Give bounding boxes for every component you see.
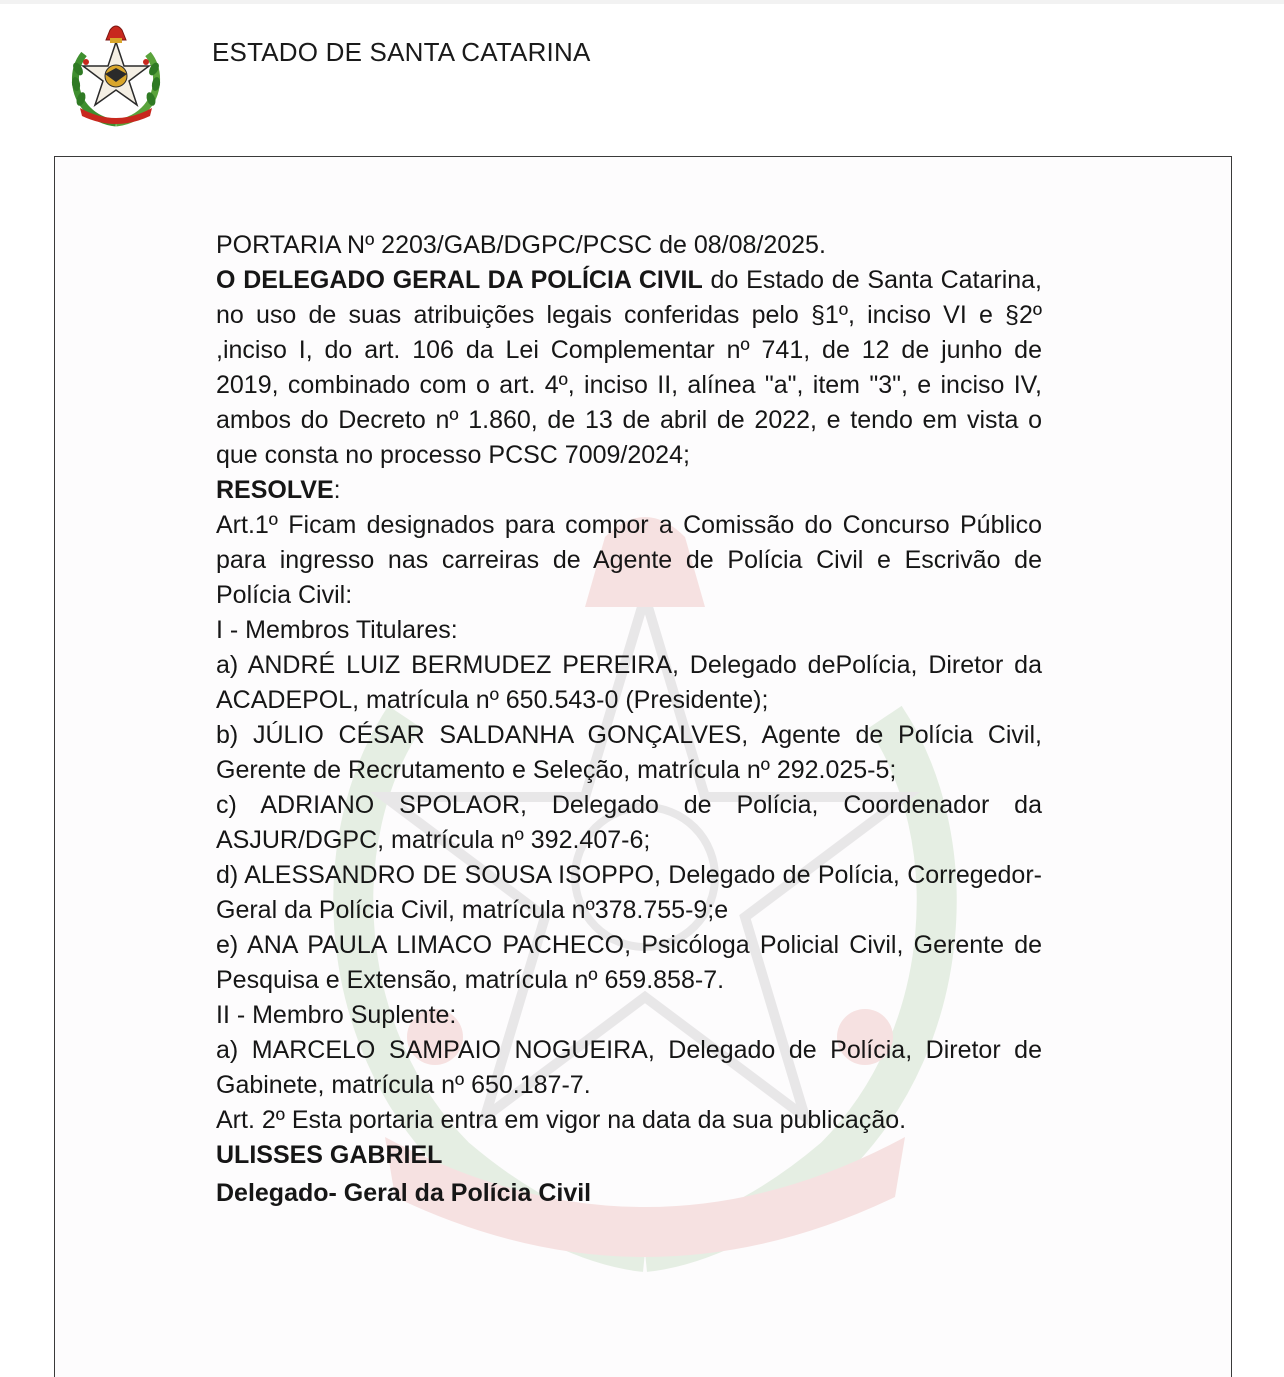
article-2: Art. 2º Esta portaria entra em vigor na data da sua publicação. bbox=[216, 1106, 907, 1134]
titular-member-d: d) ALESSANDRO DE SOUSA ISOPPO, Delegado de Polícia, Corregedor-Geral da Polícia Civil, matrícula nº378.755-9;e bbox=[216, 861, 1042, 924]
suplente-member-a: a) MARCELO SAMPAIO NOGUEIRA, Delegado de Polícia, Diretor de Gabinete, matrícula nº 650.187-7. bbox=[216, 1036, 1042, 1099]
article-1: Art.1º Ficam designados para compor a Comissão do Concurso Público para ingresso nas carreiras de Agente de Polícia Civil e Escrivão de Polícia Civil: bbox=[216, 511, 1042, 609]
titular-member-c: c) ADRIANO SPOLAOR, Delegado de Polícia, Coordenador da ASJUR/DGPC, matrícula nº 392.407-6; bbox=[216, 791, 1042, 854]
preamble-text: do Estado de Santa Catarina, no uso de suas atribuições legais conferidas pelo §1º, inciso VI e §2º ,inciso I, do art. 106 da Lei Complementar nº 741, de 12 de junho de 2019, combinado com o art. 4º, inciso II, alínea "a", item "3", e inciso IV, ambos do Decreto nº 1.860, de 13 de abril de 2022, e tendo em vista o que consta no processo PCSC 7009/2024; bbox=[216, 266, 1043, 469]
state-name: ESTADO DE SANTA CATARINA bbox=[212, 37, 591, 67]
resolve-word: RESOLVE bbox=[216, 476, 334, 504]
document-header bbox=[0, 0, 1284, 150]
resolve-colon: : bbox=[333, 476, 341, 504]
titular-member-b: b) JÚLIO CÉSAR SALDANHA GONÇALVES, Agente de Polícia Civil, Gerente de Recrutamento e Seleção, matrícula nº 292.025-5; bbox=[216, 721, 1042, 784]
signatory-name: ULISSES GABRIEL bbox=[216, 1141, 443, 1169]
titular-member-e: e) ANA PAULA LIMACO PACHECO, Psicóloga Policial Civil, Gerente de Pesquisa e Extensão, matrícula nº 659.858-7. bbox=[216, 931, 1042, 994]
santa-catarina-coat-of-arms-icon bbox=[66, 24, 166, 128]
resolve-heading bbox=[216, 473, 1042, 508]
portaria-title: PORTARIA Nº 2203/GAB/DGPC/PCSC de 08/08/2025. bbox=[216, 231, 826, 259]
signatory-title: Delegado- Geral da Polícia Civil bbox=[216, 1179, 592, 1207]
portaria-text bbox=[216, 228, 1042, 1211]
titulares-heading: I - Membros Titulares: bbox=[216, 616, 458, 644]
suplente-heading: II - Membro Suplente: bbox=[216, 1001, 457, 1029]
titular-member-a: a) ANDRÉ LUIZ BERMUDEZ PEREIRA, Delegado dePolícia, Diretor da ACADEPOL, matrícula nº 650.543-0 (Presidente); bbox=[216, 651, 1042, 714]
preamble-paragraph bbox=[216, 263, 1042, 473]
document-body bbox=[54, 156, 1232, 1377]
preamble-authority: O DELEGADO GERAL DA POLÍCIA CIVIL bbox=[216, 266, 703, 294]
